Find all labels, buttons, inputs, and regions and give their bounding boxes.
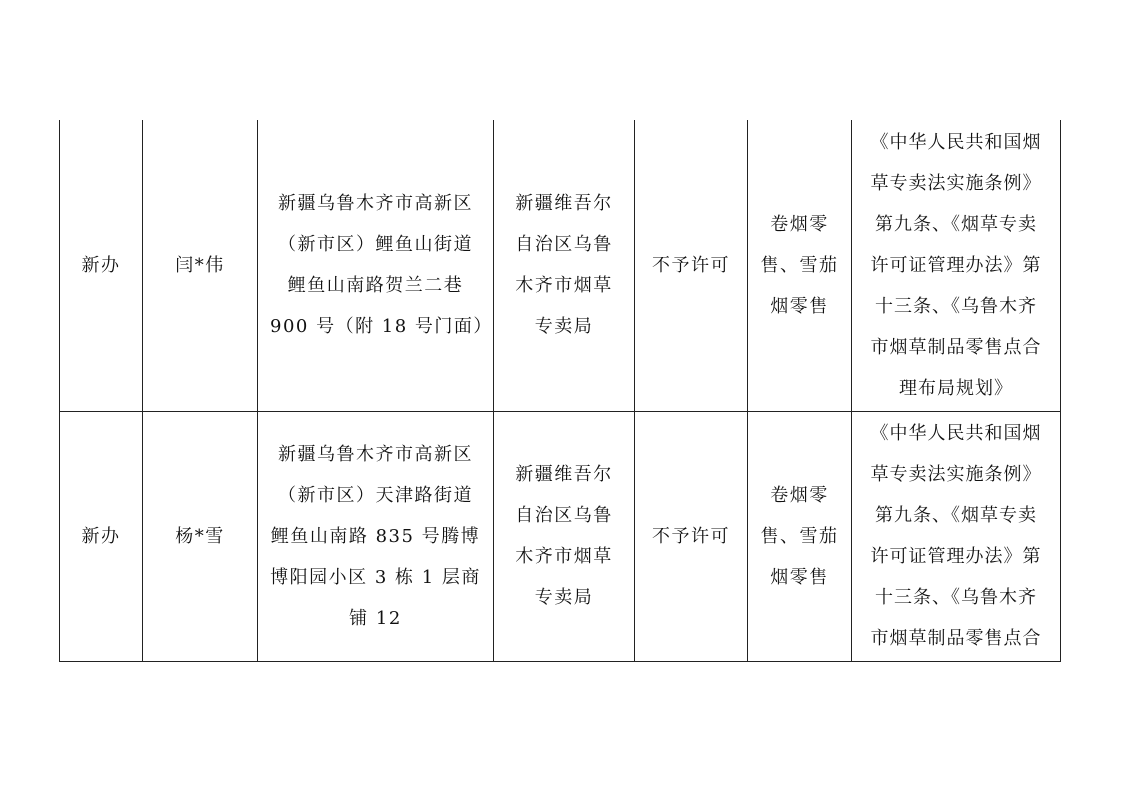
authority-line: 新疆维吾尔	[515, 193, 613, 215]
applicant-name-cell: 闫*伟	[143, 120, 258, 411]
address-cell	[258, 120, 494, 411]
basis-line: 十三条、《乌鲁木齐	[875, 587, 1037, 608]
authority-line: 专卖局	[534, 316, 594, 338]
address-line: 铺 12	[349, 607, 402, 629]
legal-basis-cell	[852, 411, 1061, 661]
application-type-cell: 新办	[60, 411, 143, 661]
scope-line: 卷烟零	[770, 213, 829, 235]
basis-line: 许可证管理办法》第	[870, 546, 1042, 567]
basis-line: 第九条、《烟草专卖	[875, 213, 1037, 235]
basis-line: 《中华人民共和国烟	[870, 423, 1042, 444]
address-line: 博阳园小区 3 栋 1 层商	[270, 566, 481, 588]
applicant-name-cell: 杨*雪	[143, 411, 258, 661]
scope-lines	[760, 475, 839, 598]
address-cell	[258, 411, 494, 661]
scope-line: 售、雪茄	[760, 525, 839, 547]
basis-line: 草专卖法实施条例》	[870, 464, 1042, 485]
address-line: （新市区）鲤鱼山街道	[278, 234, 473, 256]
basis-line: 十三条、《乌鲁木齐	[875, 295, 1037, 317]
basis-lines	[864, 413, 1048, 659]
address-line: 新疆乌鲁木齐市高新区	[278, 443, 473, 465]
basis-line: 许可证管理办法》第	[870, 254, 1042, 276]
scope-line: 烟零售	[770, 566, 829, 588]
basis-line: 《中华人民共和国烟	[870, 131, 1042, 153]
scope-line: 烟零售	[770, 295, 829, 317]
authority-lines	[506, 183, 622, 347]
basis-line: 市烟草制品零售点合	[870, 628, 1042, 649]
scope-lines	[760, 204, 839, 327]
address-line: 鲤鱼山南路贺兰二巷	[287, 275, 464, 297]
authority-line: 木齐市烟草	[515, 275, 613, 297]
authority-line: 木齐市烟草	[515, 546, 613, 567]
basis-line: 草专卖法实施条例》	[870, 172, 1042, 194]
address-lines	[270, 183, 493, 347]
authority-line: 自治区乌鲁	[515, 234, 613, 256]
authority-line: 新疆维吾尔	[515, 464, 613, 485]
decision-result-cell: 不予许可	[635, 411, 748, 661]
address-line: （新市区）天津路街道	[278, 484, 473, 506]
address-line: 鲤鱼山南路 835 号腾博	[270, 525, 481, 547]
table-row	[60, 120, 1061, 411]
application-type-cell: 新办	[60, 120, 143, 411]
business-scope-cell	[748, 411, 852, 661]
basis-line: 理布局规划》	[899, 377, 1013, 399]
basis-line: 市烟草制品零售点合	[870, 336, 1042, 358]
scope-line: 售、雪茄	[760, 254, 839, 276]
license-decision-table-wrapper	[59, 120, 1060, 662]
authority-line: 专卖局	[534, 587, 594, 608]
decision-result-cell: 不予许可	[635, 120, 748, 411]
address-line: 新疆乌鲁木齐市高新区	[278, 193, 473, 215]
authority-cell	[494, 411, 635, 661]
authority-lines	[506, 454, 622, 618]
address-lines	[270, 434, 481, 639]
address-line: 900 号（附 18 号门面）	[270, 316, 493, 338]
basis-line: 第九条、《烟草专卖	[875, 505, 1037, 526]
scope-line: 卷烟零	[770, 484, 829, 506]
business-scope-cell	[748, 120, 852, 411]
license-decision-table	[59, 120, 1061, 662]
authority-cell	[494, 120, 635, 411]
table-row	[60, 411, 1061, 661]
basis-lines	[864, 122, 1048, 409]
legal-basis-cell	[852, 120, 1061, 411]
authority-line: 自治区乌鲁	[515, 505, 613, 526]
